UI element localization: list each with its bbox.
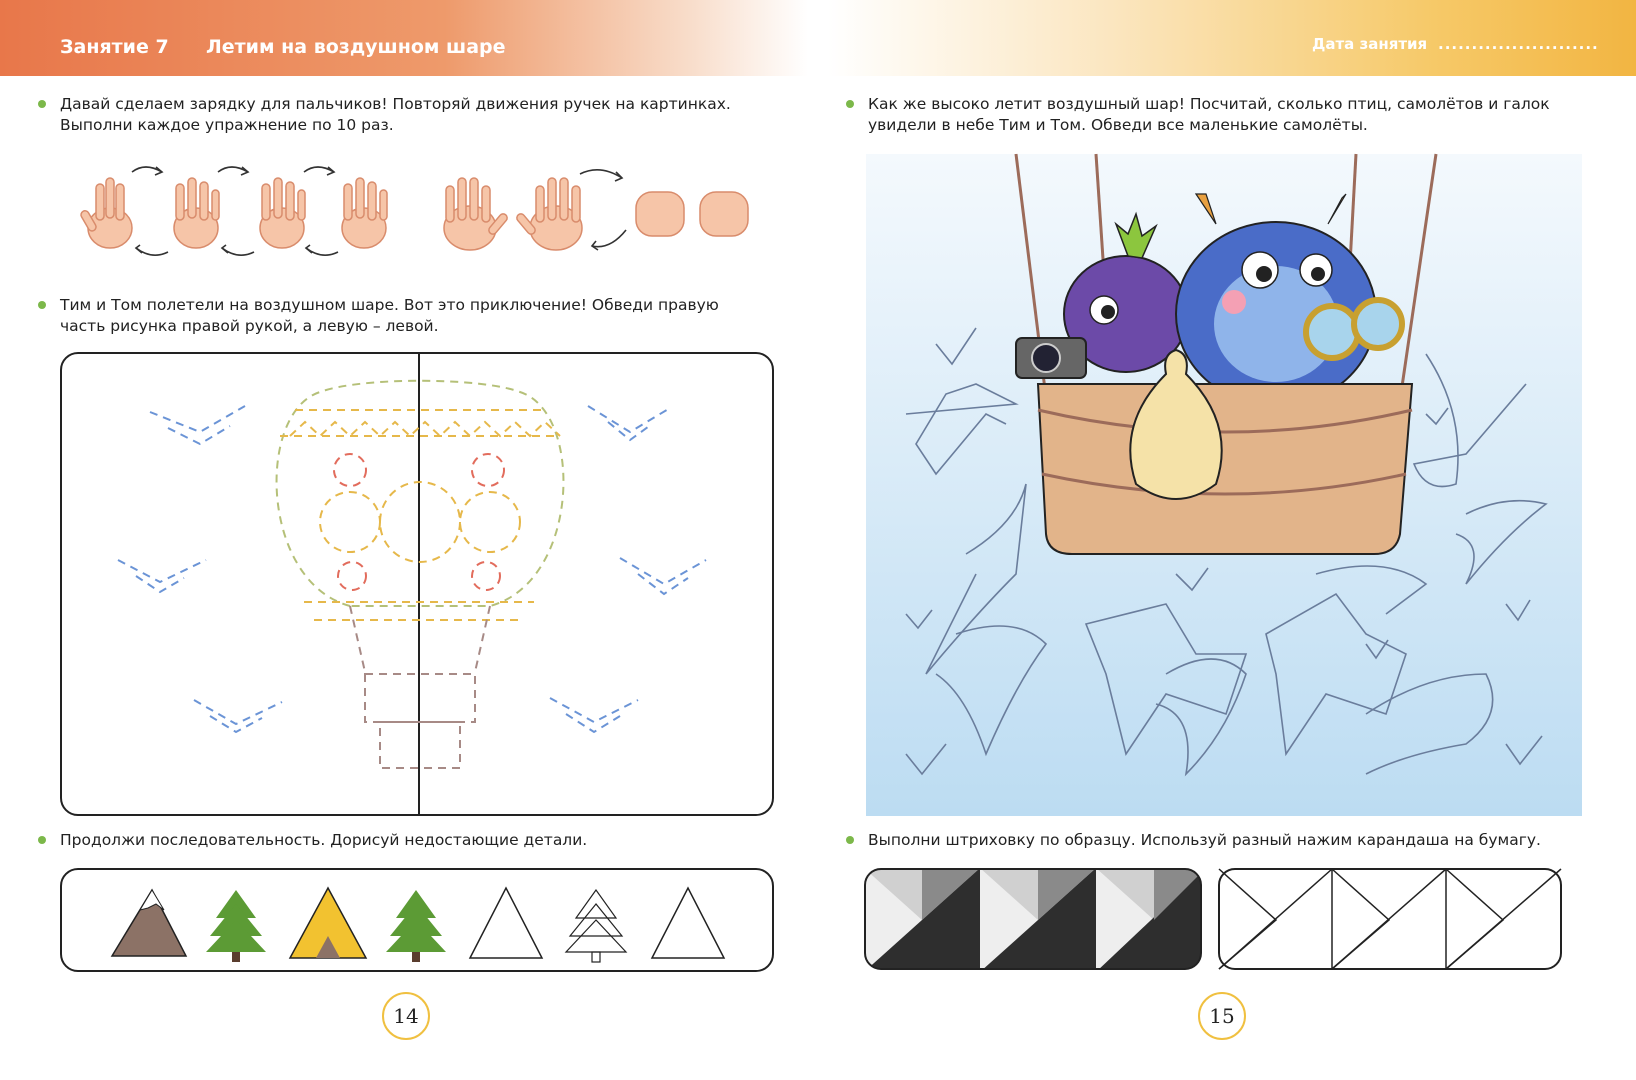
empty-triangle <box>652 888 724 958</box>
hand-icon <box>342 178 387 248</box>
finger-exercise-illustration <box>70 160 770 270</box>
task-finger-exercise-text: Давай сделаем зарядку для пальчиков! Повторяй движения ручек на картинках. Выполни каждое упражнение по 10 раз. <box>60 95 731 134</box>
basket <box>1038 384 1412 554</box>
tent-icon <box>290 888 366 958</box>
date-field[interactable]: ........................ <box>1438 35 1599 53</box>
bullet-icon <box>38 301 46 309</box>
hatching-sample <box>864 868 1206 972</box>
header-band-left <box>0 0 808 76</box>
dashed-balloon-tracing[interactable] <box>60 352 774 816</box>
page-number-15: 15 <box>1198 992 1246 1040</box>
hatching-exercise[interactable] <box>1218 868 1564 972</box>
task-sequence-text: Продолжи последовательность. Дорисуй недостающие детали. <box>60 831 588 849</box>
page-number-14: 14 <box>382 992 430 1040</box>
balloon-sky-illustration[interactable] <box>866 154 1582 816</box>
empty-triangle <box>470 888 542 958</box>
tree-icon <box>386 890 446 962</box>
bullet-icon <box>846 836 854 844</box>
lesson-title: Летим на воздушном шаре <box>206 36 506 58</box>
open-hand-icon <box>444 178 509 250</box>
fist-icon <box>700 192 748 236</box>
fist-icon <box>636 192 684 236</box>
open-hand-icon <box>515 178 582 250</box>
hand-icon <box>80 178 132 248</box>
tree-outline-icon <box>566 890 626 962</box>
camera-icon <box>1016 338 1086 378</box>
tree-icon <box>206 890 266 962</box>
left-page <box>0 0 808 1080</box>
task-count-birds-text: Как же высоко летит воздушный шар! Посчитай, сколько птиц, самолётов и галок увидели в небе Тим и Том. Обведи все маленькие самолёты. <box>868 95 1550 134</box>
hand-icon <box>260 178 305 248</box>
bullet-icon <box>38 100 46 108</box>
task-hatching-text: Выполни штриховку по образцу. Используй разный нажим карандаша на бумагу. <box>868 831 1541 849</box>
header-band-right <box>828 0 1636 76</box>
date-label: Дата занятия <box>1312 35 1428 53</box>
mountain-icon <box>112 890 186 956</box>
lesson-number: Занятие 7 <box>60 36 169 58</box>
hand-icon <box>174 178 219 248</box>
sequence-row[interactable] <box>60 868 774 972</box>
bullet-icon <box>846 100 854 108</box>
right-page <box>828 0 1636 1080</box>
bullet-icon <box>38 836 46 844</box>
task-trace-balloon-text: Тим и Том полетели на воздушном шаре. Вот это приключение! Обведи правую часть рисунка правой рукой, а левую – левой. <box>60 296 719 335</box>
